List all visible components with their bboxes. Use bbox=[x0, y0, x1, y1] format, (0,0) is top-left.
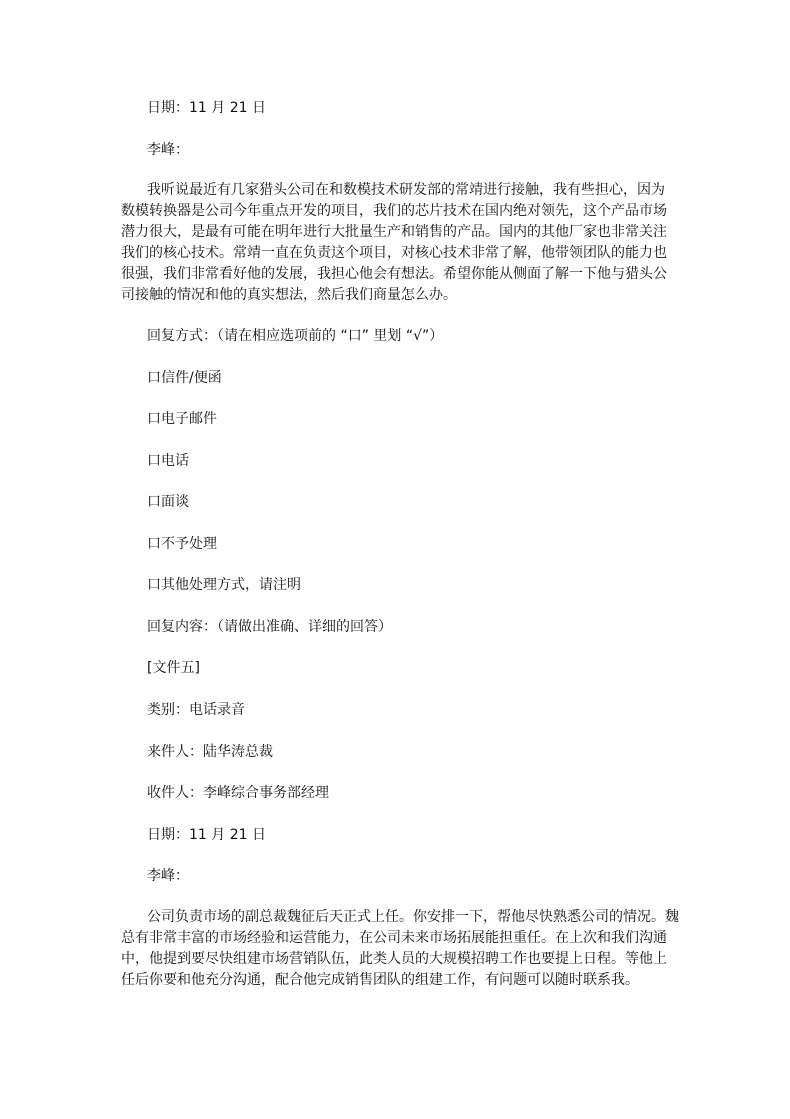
memo1-body-line: 我们的核心技术。常靖一直在负责这个项目，对核心技术非常了解，他带领团队的能力也 bbox=[121, 245, 667, 261]
memo2-body-line: 任后你要和他充分沟通，配合他完成销售团队的组建工作，有问题可以随时联系我。 bbox=[121, 972, 639, 988]
memo2-recipient: 收件人：李峰综合事务部经理 bbox=[147, 785, 329, 801]
memo1-date: 日期：11 月 21 日 bbox=[147, 100, 266, 116]
memo2-heading: [文件五] bbox=[147, 660, 200, 676]
reply-option-meeting: 口面谈 bbox=[147, 494, 189, 510]
memo1-body bbox=[121, 180, 669, 306]
memo2-date: 日期：11 月 21 日 bbox=[147, 827, 266, 843]
memo1-salutation: 李峰： bbox=[147, 142, 189, 158]
memo1-body-line: 我听说最近有几家猎头公司在和数模技术研发部的常靖进行接触，我有些担心，因为 bbox=[147, 182, 665, 198]
memo1-body-line: 很强，我们非常看好他的发展，我担心他会有想法。希望你能从侧面了解一下他与猎头公 bbox=[121, 266, 667, 282]
reply-content-label: 回复内容：（请做出准确、详细的回答） bbox=[147, 619, 392, 635]
memo1-body-line: 司接触的情况和他的真实想法，然后我们商量怎么办。 bbox=[121, 287, 457, 303]
reply-option-other: 口其他处理方式，请注明 bbox=[147, 577, 301, 593]
memo2-body bbox=[121, 907, 679, 991]
reply-option-email: 口电子邮件 bbox=[147, 411, 217, 427]
reply-option-no-action: 口不予处理 bbox=[147, 536, 217, 552]
memo2-body-line: 中，他提到要尽快组建市场营销队伍，此类人员的大规模招聘工作也要提上日程。等他上 bbox=[121, 951, 667, 967]
memo2-category: 类别：电话录音 bbox=[147, 702, 245, 718]
reply-option-letter: 口信件/便函 bbox=[147, 370, 222, 386]
reply-method-label: 回复方式：（请在相应选项前的 “口” 里划 “√”） bbox=[147, 328, 444, 344]
memo2-sender: 来件人：陆华涛总裁 bbox=[147, 744, 273, 760]
memo2-salutation: 李峰： bbox=[147, 868, 189, 884]
memo1-body-line: 潜力很大，是最有可能在明年进行大批量生产和销售的产品。国内的其他厂家也非常关注 bbox=[121, 224, 667, 240]
memo1-body-line: 数模转换器是公司今年重点开发的项目，我们的芯片技术在国内绝对领先，这个产品市场 bbox=[121, 203, 667, 219]
memo2-body-line: 公司负责市场的副总裁魏征后天正式上任。你安排一下，帮他尽快熟悉公司的情况。魏 bbox=[147, 909, 679, 925]
reply-option-phone: 口电话 bbox=[147, 453, 189, 469]
memo2-body-line: 总有非常丰富的市场经验和运营能力，在公司未来市场拓展能担重任。在上次和我们沟通 bbox=[121, 930, 667, 946]
